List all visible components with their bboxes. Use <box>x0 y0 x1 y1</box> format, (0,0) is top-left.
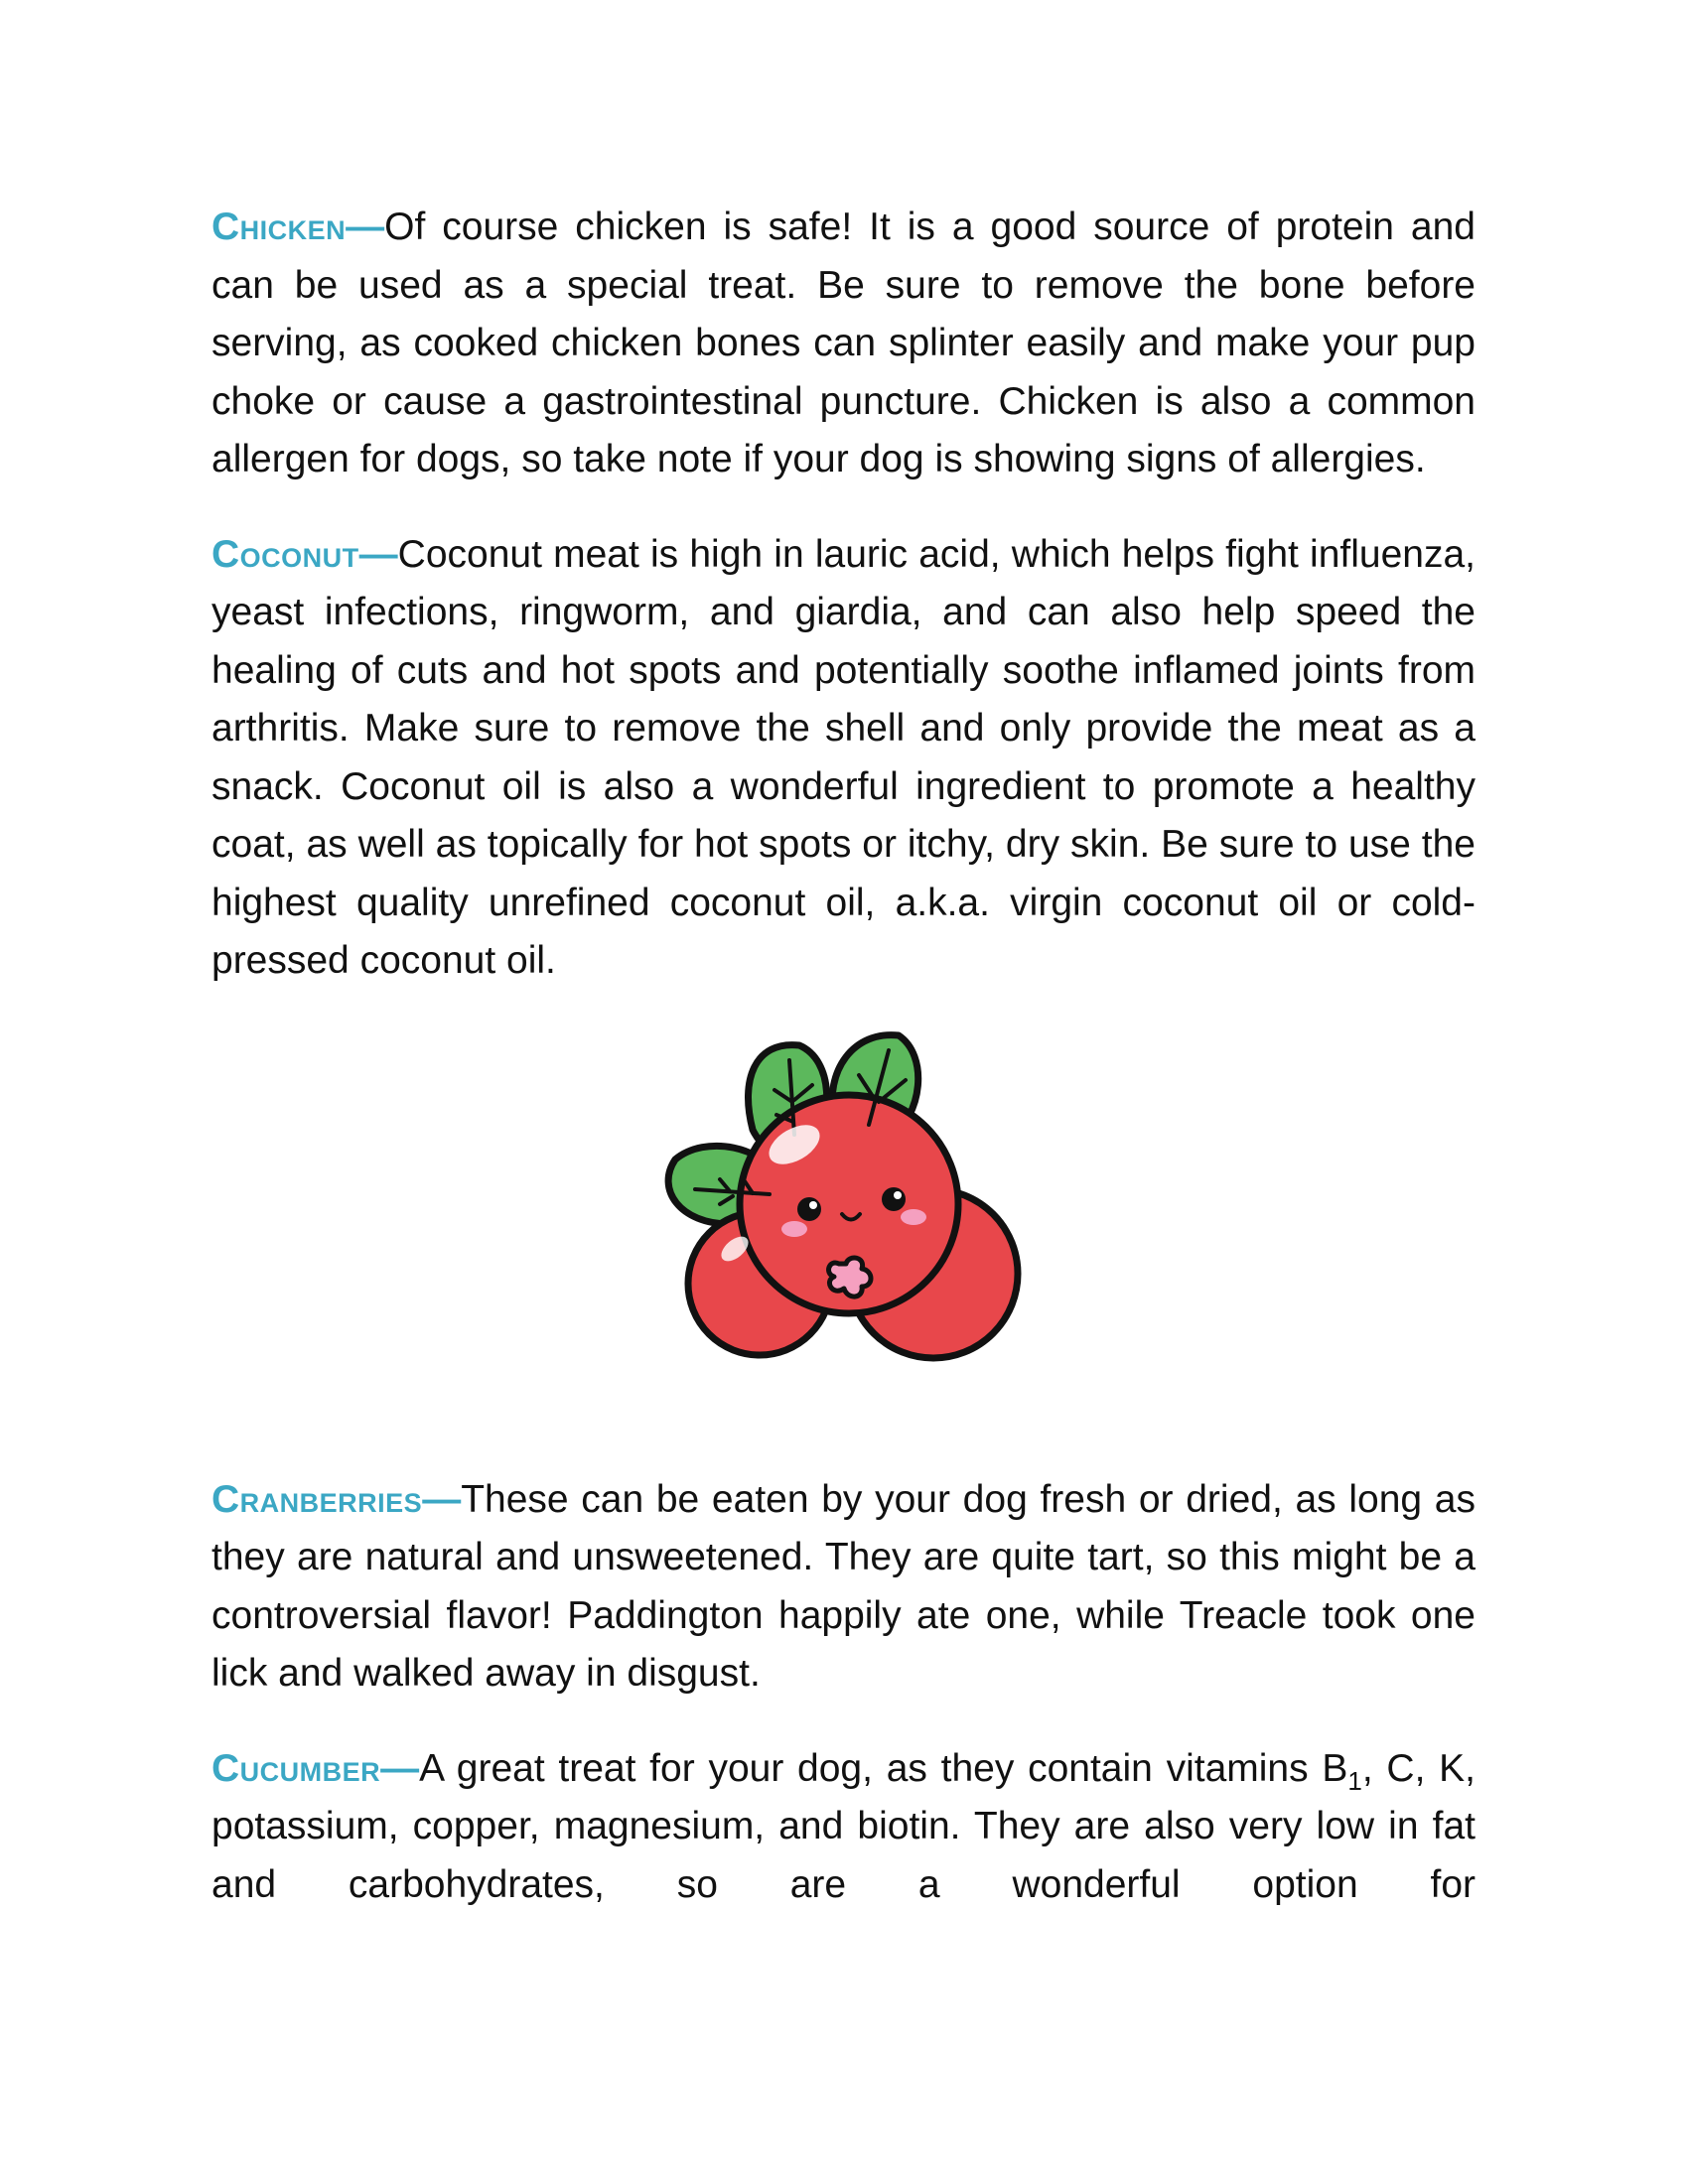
vitamin-subscript: 1 <box>1347 1765 1362 1796</box>
entry-text: Coconut meat is high in lauric acid, which helps fight influenza, yeast infections, ringworm, and giardia, and can also help speed the healing of cuts and hot spots and potentially soothe inflamed joints from arthritis. Make sure to remove the shell and only provide the meat as a snack. Coconut oil is also a wonderful ingredient to promote a healthy coat, as well as topically for hot spots or itchy, dry skin. Be sure to use the highest quality unrefined coconut oil, a.k.a. virgin coconut oil or cold-pressed coconut oil. <box>211 532 1476 982</box>
document-page <box>211 199 1476 1914</box>
term-dash: — <box>346 205 385 248</box>
entry-text: A great treat for your dog, as they contain vitamins B <box>419 1746 1348 1790</box>
entry-term: Cucumber <box>211 1746 381 1790</box>
entry-text: These can be eaten by your dog fresh or dried, as long as they are natural and unsweetened. They are quite tart, so this might be a controversial flavor! Paddington happily ate one, while Treacle took one lick and walked away in disgust. <box>211 1477 1476 1695</box>
term-dash: — <box>358 532 398 576</box>
cranberry-icon <box>635 1021 1053 1418</box>
cranberry-illustration <box>211 1021 1476 1428</box>
entry-chicken <box>211 199 1476 489</box>
entry-cranberries <box>211 1471 1476 1704</box>
entry-term: Chicken <box>211 205 347 248</box>
entry-text: Of course chicken is safe! It is a good source of protein and can be used as a special treat. Be sure to remove the bone before serving, as cooked chicken bones can splinter easily and make your pup choke or cause a gastrointestinal puncture. Chicken is also a common allergen for dogs, so take note if your dog is showing signs of allergies. <box>211 205 1476 480</box>
entry-term: Coconut <box>211 532 359 576</box>
entry-cucumber <box>211 1740 1476 1915</box>
term-dash: — <box>380 1746 420 1790</box>
entry-text: , C, K, potassium, copper, magnesium, and biotin. They are also very low in fat and carbohydrates, so are a wonderful option for <box>211 1746 1477 1906</box>
entry-term: Cranberries <box>211 1477 423 1521</box>
entry-coconut <box>211 526 1476 991</box>
term-dash: — <box>422 1477 462 1521</box>
